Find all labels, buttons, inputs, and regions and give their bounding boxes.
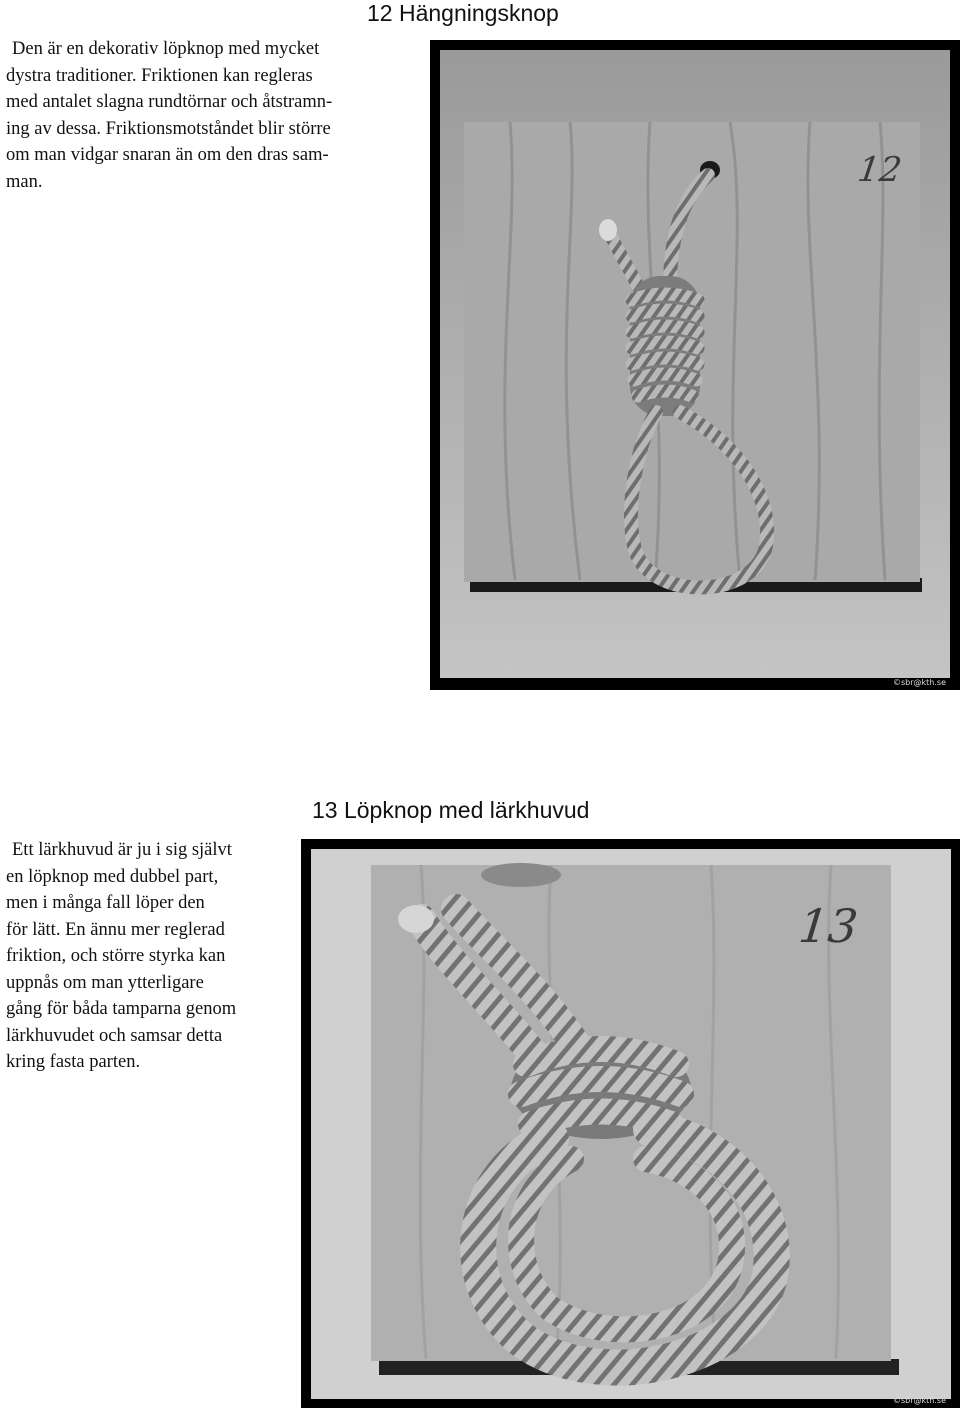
section-title-12: 12 Hängningsknop xyxy=(367,0,559,26)
rope-frayed-end xyxy=(398,905,434,933)
section-description-12 xyxy=(6,36,332,195)
description-line: Den är en dekorativ löpknop med mycket xyxy=(12,39,320,59)
rope-tail-end xyxy=(599,219,617,241)
board-number-label: 13 xyxy=(796,899,861,953)
description-line: om man vidgar snaran än om den dras sam- xyxy=(6,145,329,165)
photo-hangmans-noose xyxy=(430,40,960,690)
larks-head-illustration xyxy=(301,839,960,1408)
description-line: gång för båda tamparna genom xyxy=(6,999,237,1019)
description-line: uppnås om man ytterligare xyxy=(6,972,204,993)
rope-top-bight xyxy=(481,863,561,887)
description-line: för lätt. En ännu mer reglerad xyxy=(6,919,225,940)
description-line: en löpknop med dubbel part, xyxy=(6,866,219,887)
noose-illustration xyxy=(430,40,960,690)
description-line: med antalet slagna rundtörnar och åtstramn- xyxy=(6,92,333,112)
description-line: friktion, och större styrka kan xyxy=(6,946,226,966)
description-line: kring fasta parten. xyxy=(6,1052,141,1072)
photo-copyright: ©sbr@kth.se xyxy=(892,678,946,687)
description-line: ing av dessa. Friktionsmotståndet blir större xyxy=(6,118,331,139)
photo-running-knot-larks-head xyxy=(301,839,960,1408)
description-line: Ett lärkhuvud är ju i sig självt xyxy=(12,840,232,860)
description-line: man. xyxy=(6,171,43,192)
photo-copyright: ©sbr@kth.se xyxy=(892,1396,946,1405)
section-title-13: 13 Löpknop med lärkhuvud xyxy=(312,797,590,823)
board-number-label: 12 xyxy=(855,150,905,190)
noose-coils xyxy=(630,276,700,416)
section-description-13 xyxy=(6,837,236,1076)
description-line: dystra traditioner. Friktionen kan regleras xyxy=(6,65,313,86)
description-line: lärkhuvudet och samsar detta xyxy=(6,1025,223,1046)
description-line: men i många fall löper den xyxy=(6,893,205,913)
